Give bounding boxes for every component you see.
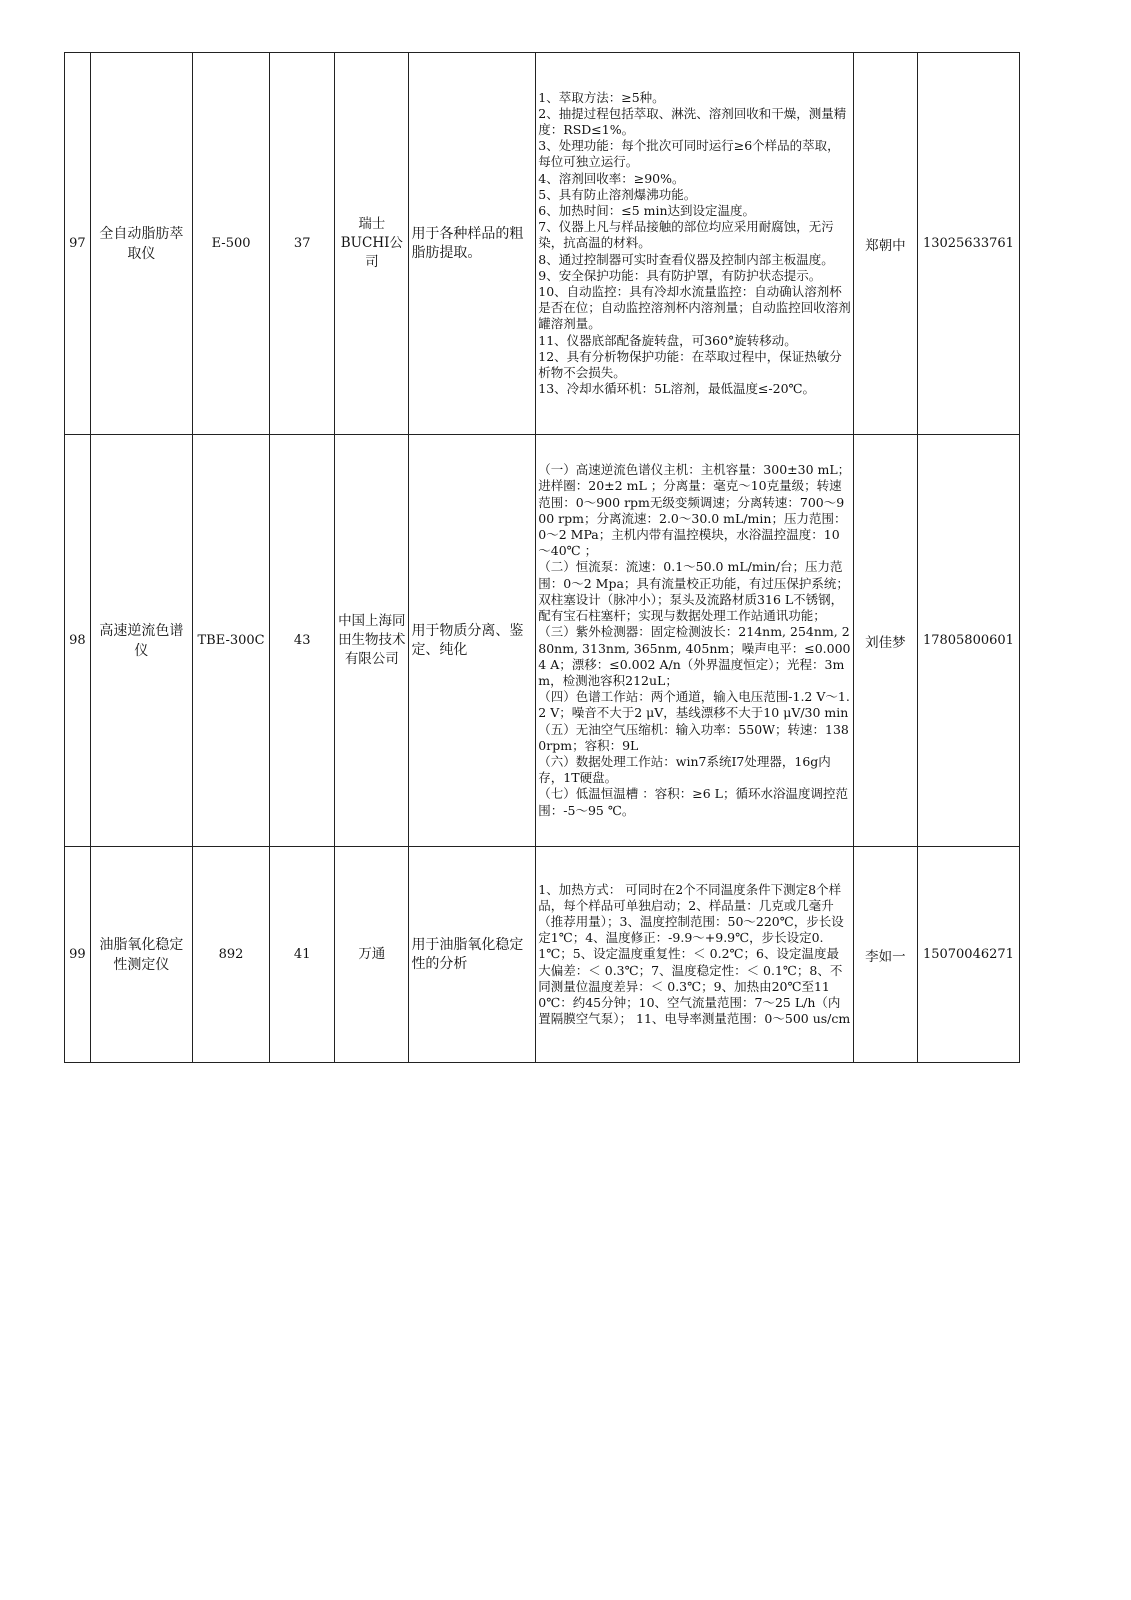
equipment-model: E-500 (192, 53, 269, 435)
equipment-maker: 瑞士BUCHI公司 (335, 53, 409, 435)
contact-phone: 17805800601 (917, 435, 1019, 847)
contact-phone: 13025633761 (917, 53, 1019, 435)
contact-person: 刘佳梦 (853, 435, 917, 847)
spec-line: 13、冷却水循环机：5L溶剂，最低温度≤-20℃。 (538, 381, 816, 397)
spec-line: 7、仪器上凡与样品接触的部位均应采用耐腐蚀，无污染，抗高温的材料。 (538, 219, 834, 251)
equipment-specs (536, 847, 854, 1063)
table-row (65, 847, 1020, 1063)
spec-line: 4、溶剂回收率：≥90%。 (538, 170, 685, 186)
row-index: 97 (65, 53, 91, 435)
spec-line: （二）恒流泵：流速：0.1～50.0 mL/min/台；压力范围：0～2 Mpa；具有流量校正功能，有过压保护系统；双柱塞设计（脉冲小）；泵头及流路材质316 L不锈钢，配有宝石柱塞杆；实现与数据处理工作站通讯功能； (538, 559, 849, 624)
equipment-model: TBE-300C (192, 435, 269, 847)
equipment-specs (536, 435, 854, 847)
contact-person: 郑朝中 (853, 53, 917, 435)
equipment-name: 全自动脂肪萃取仪 (90, 53, 192, 435)
equipment-quantity: 41 (270, 847, 335, 1063)
spec-line: （四）色谱工作站：两个通道，输入电压范围-1.2 V～1.2 V；噪音不大于2 μV，基线漂移不大于10 μV/30 min (538, 689, 850, 721)
equipment-purpose: 用于物质分离、鉴定、纯化 (409, 435, 536, 847)
equipment-quantity: 37 (270, 53, 335, 435)
row-index: 99 (65, 847, 91, 1063)
equipment-purpose: 用于油脂氧化稳定性的分析 (409, 847, 536, 1063)
spec-line: 12、具有分析物保护功能：在萃取过程中，保证热敏分析物不会损失。 (538, 348, 842, 381)
equipment-model: 892 (192, 847, 269, 1063)
spec-line: 1、加热方式： 可同时在2个不同温度条件下测定8个样品，每个样品可单独启动；2、样品量：几克或几毫升（推荐用量）；3、温度控制范围：50～220℃，步长设定1℃；4、温度修正：-9.9～+9.9℃，步长设定0.1℃；5、设定温度重复性：＜ 0.2℃；6、设定温度最大偏差：＜ 0.3℃；7、温度稳定性：＜ 0.1℃；8、不同测量位温度差异：＜ 0.3℃；9、加热由20℃至110℃：约45分钟；10、空气流量范围：7～25 L/h（内置隔膜空气泵）； 11、电导率测量范围：0～500 us/cm (538, 881, 851, 1027)
equipment-maker: 中国上海同田生物技术有限公司 (335, 435, 409, 847)
equipment-name: 油脂氧化稳定性测定仪 (90, 847, 192, 1063)
equipment-purpose: 用于各种样品的粗脂肪提取。 (409, 53, 536, 435)
spec-line: 8、通过控制器可实时查看仪器及控制内部主板温度。 (538, 251, 834, 267)
spec-line: 6、加热时间：≤5 min达到设定温度。 (538, 202, 756, 218)
table-row (65, 53, 1020, 435)
spec-line: （五）无油空气压缩机：输入功率：550W；转速：1380rpm；容积：9L (538, 721, 849, 753)
spec-line: （三）紫外检测器：固定检测波长：214nm, 254nm, 280nm, 313nm, 365nm, 405nm；噪声电平：≤0.0004 A；漂移：≤0.002 A/n（外界温度恒定）；光程：3mm，检测池容积212uL； (538, 624, 851, 688)
equipment-name: 高速逆流色谱仪 (90, 435, 192, 847)
contact-person: 李如一 (853, 847, 917, 1063)
spec-line: 1、萃取方法：≥5种。 (538, 89, 665, 105)
row-index: 98 (65, 435, 91, 847)
spec-line: 5、具有防止溶剂爆沸功能。 (538, 186, 697, 202)
table-row (65, 435, 1020, 847)
spec-line: （一）高速逆流色谱仪主机：主机容量：300±30 mL；进样圈：20±2 mL ；分离量：毫克～10克量级；转速范围：0～900 rpm无级变频调速；分离转速：700～900 rpm；分离流速：2.0～30.0 mL/min；压力范围：0～2 MPa；主机内带有温控模块，水浴温控温度：10～40℃ ； (538, 462, 851, 559)
spec-line: （六）数据处理工作站：win7系统I7处理器，16g内存，1T硬盘。 (538, 753, 831, 786)
spec-line: 3、处理功能：每个批次可同时运行≥6个样品的萃取，每位可独立运行。 (538, 138, 840, 170)
spec-line: 9、安全保护功能：具有防护罩，有防护状态提示。 (538, 267, 822, 283)
equipment-specs (536, 53, 854, 435)
spec-line: 10、自动监控：具有冷却水流量监控：自动确认溶剂杯是否在位；自动监控溶剂杯内溶剂量；自动监控回收溶剂罐溶剂量。 (538, 284, 851, 332)
equipment-table (64, 52, 1020, 1063)
spec-line: 11、仪器底部配备旋转盘，可360°旋转移动。 (538, 332, 797, 348)
spec-line: （七）低温恒温槽 ：容积：≥6 L；循环水浴温度调控范围：-5～95 ℃。 (538, 786, 848, 818)
equipment-quantity: 43 (270, 435, 335, 847)
contact-phone: 15070046271 (917, 847, 1019, 1063)
spec-line: 2、抽提过程包括萃取、淋洗、溶剂回收和干燥，测量精度：RSD≤1%。 (538, 105, 847, 137)
equipment-maker: 万通 (335, 847, 409, 1063)
